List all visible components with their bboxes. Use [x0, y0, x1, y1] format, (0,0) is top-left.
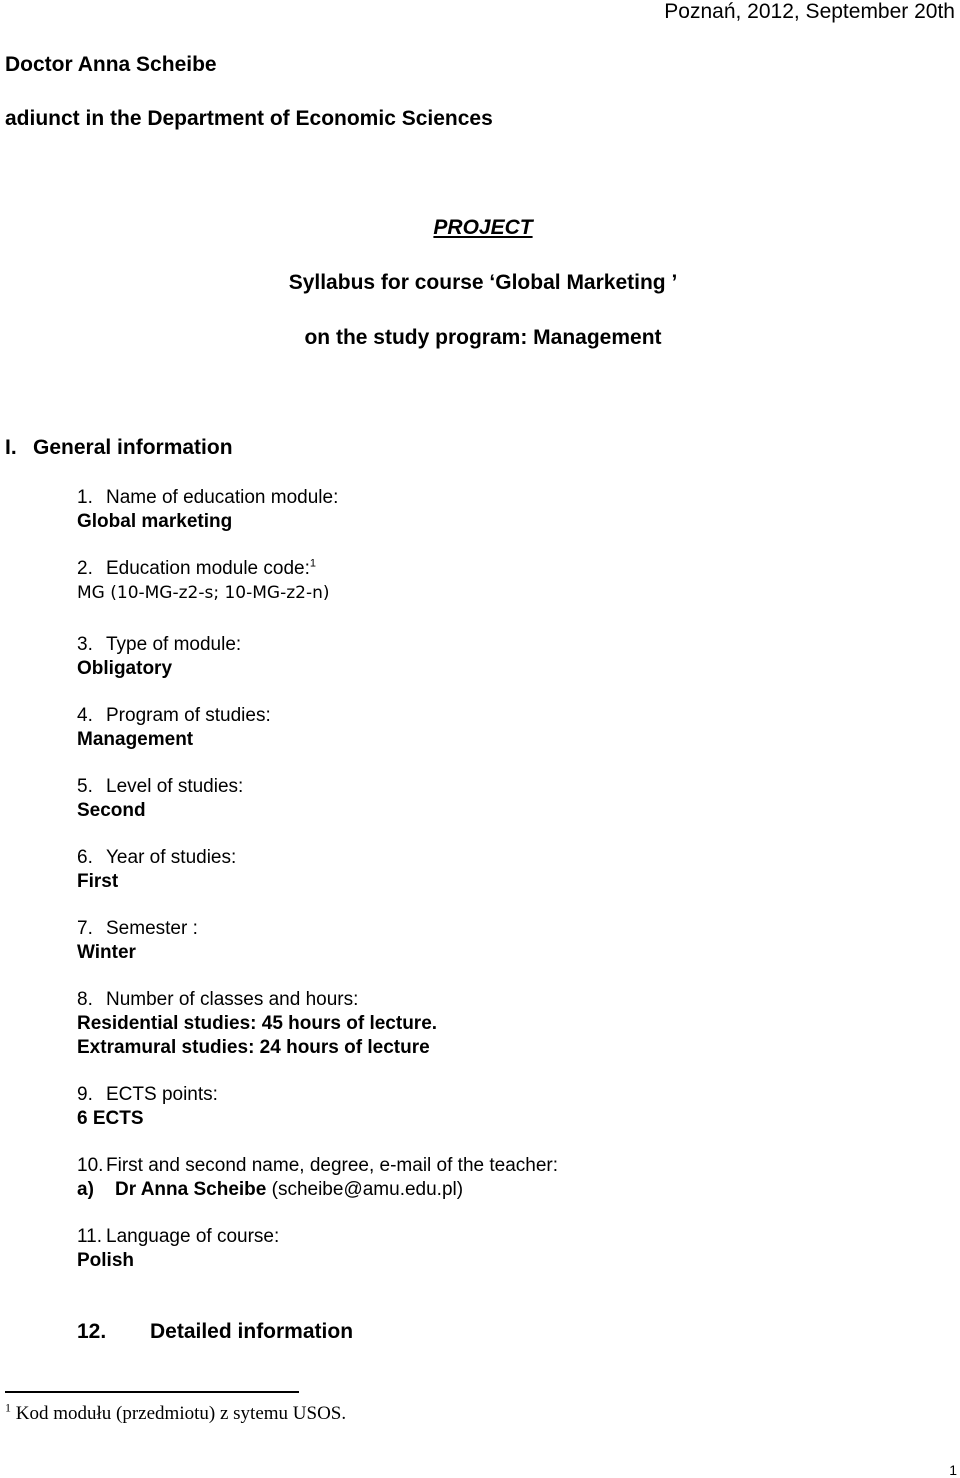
item-label: Program of studies:	[106, 705, 271, 726]
item-number: 9.	[77, 1084, 93, 1105]
item-number: 4.	[77, 705, 93, 726]
footnote-marker: 1	[5, 1400, 11, 1415]
item-number: 10.	[77, 1155, 104, 1176]
item-value: Winter	[77, 942, 136, 963]
section-title: General information	[33, 436, 233, 459]
item-label: Language of course:	[106, 1226, 280, 1247]
item-module-name	[77, 486, 338, 534]
section-title: Detailed information	[150, 1320, 354, 1343]
footnote-ref: 1	[309, 557, 316, 570]
item-teacher	[77, 1154, 558, 1202]
item-value: Global marketing	[77, 511, 233, 532]
item-label: Year of studies:	[106, 847, 237, 868]
item-label: Name of education module:	[106, 487, 339, 508]
item-year-of-studies	[77, 846, 236, 894]
item-number: 6.	[77, 847, 93, 868]
item-language	[77, 1225, 279, 1273]
item-module-type	[77, 633, 241, 681]
item-value: MG (10-MG-z2-s; 10-MG-z2-n)	[77, 583, 330, 603]
item-number: 1.	[77, 487, 93, 508]
item-module-code	[77, 557, 330, 605]
item-label: Semester :	[106, 918, 198, 939]
section-general-information	[5, 436, 233, 460]
item-number: 11.	[77, 1226, 103, 1247]
footnote-text: Kod modułu (przedmiotu) z sytemu USOS.	[15, 1403, 347, 1424]
item-number: 7.	[77, 918, 93, 939]
item-value: Obligatory	[77, 658, 173, 679]
residential-hours: Residential studies: 45 hours of lecture.	[77, 1013, 438, 1034]
item-classes-and-hours	[77, 988, 437, 1060]
extramural-hours: Extramural studies: 24 hours of lecture	[77, 1037, 430, 1058]
item-value: Polish	[77, 1250, 135, 1271]
teacher-email: (scheibe@amu.edu.pl)	[271, 1179, 464, 1200]
item-number: 8.	[77, 989, 93, 1010]
section-number: 12.	[77, 1320, 107, 1343]
item-semester	[77, 917, 198, 965]
item-label: ECTS points:	[106, 1084, 218, 1105]
item-value: 6 ECTS	[77, 1108, 144, 1129]
item-value: Management	[77, 729, 194, 750]
footnote	[5, 1400, 347, 1425]
item-ects-points	[77, 1083, 218, 1131]
item-label: First and second name, degree, e-mail of the teacher:	[106, 1155, 559, 1176]
item-level-of-studies	[77, 775, 243, 823]
item-label: Level of studies:	[106, 776, 244, 797]
item-value: Second	[77, 800, 146, 821]
author-position: adiunct in the Department of Economic Sciences	[5, 107, 493, 130]
section-number: I.	[5, 436, 17, 459]
item-number: 5.	[77, 776, 93, 797]
footnote-separator	[5, 1391, 299, 1393]
item-label: Education module code:	[106, 558, 310, 579]
item-value: First	[77, 871, 119, 892]
item-program-of-studies	[77, 704, 271, 752]
teacher-list-marker: a)	[77, 1179, 94, 1200]
study-program-line: on the study program: Management	[304, 326, 662, 349]
item-number: 3.	[77, 634, 93, 655]
project-heading: PROJECT	[433, 216, 533, 239]
item-label: Type of module:	[106, 634, 242, 655]
section-detailed-information	[77, 1320, 353, 1344]
document-date: Poznań, 2012, September 20th	[664, 0, 955, 23]
syllabus-title: Syllabus for course ‘Global Marketing ’	[288, 271, 678, 294]
teacher-name: Dr Anna Scheibe	[115, 1179, 267, 1200]
item-number: 2.	[77, 558, 93, 579]
item-label: Number of classes and hours:	[106, 989, 359, 1010]
page-number: 1	[949, 1462, 957, 1478]
author-name: Doctor Anna Scheibe	[5, 53, 217, 76]
